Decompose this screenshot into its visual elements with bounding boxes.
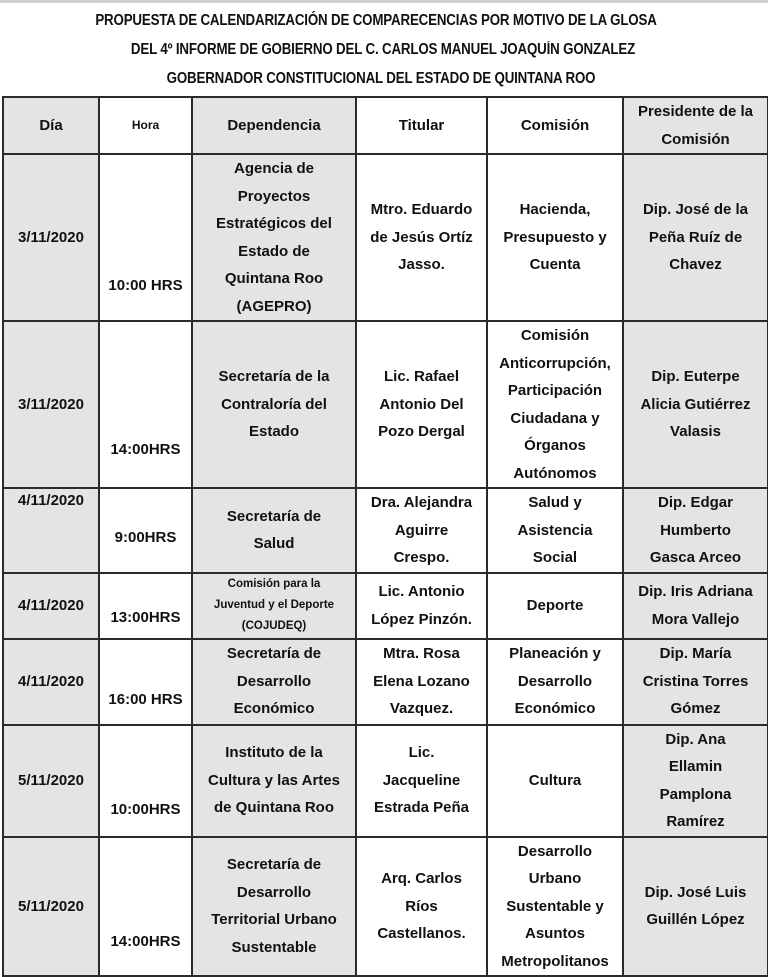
header-titular: Titular bbox=[356, 97, 487, 154]
titular-line: Elena Lozano bbox=[373, 672, 470, 690]
dia-text: 4/11/2020 bbox=[18, 672, 84, 690]
cell-hora bbox=[99, 573, 192, 639]
presidente-line: Mora Vallejo bbox=[651, 610, 740, 628]
cell-presidente bbox=[623, 573, 768, 639]
comision-line: Cultura bbox=[528, 771, 582, 789]
dia-text: 4/11/2020 bbox=[18, 596, 84, 614]
top-border-strip bbox=[0, 0, 768, 3]
comision-line: Presupuesto y bbox=[503, 228, 607, 246]
dependencia-line: Estado de bbox=[238, 242, 310, 260]
cell-titular bbox=[356, 321, 487, 488]
header-dia: Día bbox=[3, 97, 99, 154]
dependencia-line: (AGEPRO) bbox=[236, 297, 312, 315]
dependencia-line: Secretaría de bbox=[226, 507, 322, 525]
cell-titular bbox=[356, 488, 487, 573]
dependencia-line: Instituto de la bbox=[225, 744, 323, 762]
presidente-line: Pamplona bbox=[659, 785, 732, 803]
dependencia-line: Salud bbox=[253, 535, 295, 553]
presidente-line: Guillén López bbox=[646, 911, 745, 929]
cell-dia bbox=[3, 488, 99, 573]
cell-titular bbox=[356, 837, 487, 977]
comision-line: Hacienda, bbox=[519, 201, 591, 219]
dia-text: 3/11/2020 bbox=[18, 395, 84, 413]
comision-line: Órganos bbox=[524, 437, 586, 454]
titular-line: Crespo. bbox=[393, 549, 450, 566]
dependencia-line: Secretaría de la bbox=[218, 368, 330, 386]
presidente-line: Dip. Ana bbox=[665, 730, 726, 748]
titular-line: Jacqueline bbox=[382, 771, 461, 789]
presidente-line: Ellamin bbox=[668, 758, 723, 775]
dependencia-line: Sustentable bbox=[231, 938, 317, 956]
titular-line: López Pinzón. bbox=[371, 610, 472, 628]
comision-line: Asistencia bbox=[517, 521, 593, 539]
comision-line: Planeación y bbox=[509, 645, 601, 663]
dependencia-line: (COJUDEQ) bbox=[241, 620, 307, 632]
dependencia-line: Desarrollo bbox=[236, 883, 312, 901]
presidente-line: Dip. José Luis bbox=[644, 883, 747, 901]
dependencia-line: Proyectos bbox=[237, 187, 311, 205]
titular-line: Ríos bbox=[405, 897, 438, 915]
cell-presidente bbox=[623, 154, 768, 321]
cell-dependencia bbox=[192, 321, 356, 488]
cell-dependencia bbox=[192, 837, 356, 977]
hora-text: 9:00HRS bbox=[114, 528, 177, 546]
titular-line: Jasso. bbox=[398, 256, 445, 274]
comision-line: Cuenta bbox=[529, 256, 581, 274]
titular-line: Lic. Rafael bbox=[383, 368, 460, 386]
comision-line: Social bbox=[532, 549, 578, 566]
presidente-line: Dip. José de la bbox=[642, 201, 749, 219]
cell-hora bbox=[99, 488, 192, 573]
header-comision: Comisión bbox=[487, 97, 623, 154]
dia-text: 3/11/2020 bbox=[18, 228, 84, 246]
cell-presidente bbox=[623, 639, 768, 725]
dependencia-line: Juventud y el Deporte bbox=[213, 599, 335, 611]
cell-dia bbox=[3, 321, 99, 488]
header-presidente-line-2: Comisión bbox=[661, 130, 730, 148]
titular-line: Mtra. Rosa bbox=[383, 645, 460, 663]
comision-line: Salud y bbox=[528, 494, 582, 511]
table-row bbox=[3, 639, 768, 725]
comision-line: Autónomos bbox=[513, 464, 597, 482]
cell-dia bbox=[3, 837, 99, 977]
cell-hora bbox=[99, 321, 192, 488]
cell-dependencia bbox=[192, 639, 356, 725]
table-row bbox=[3, 488, 768, 573]
comision-line: Desarrollo bbox=[517, 672, 593, 690]
schedule-table bbox=[2, 96, 768, 977]
dependencia-line: Cultura y las Artes bbox=[208, 771, 340, 789]
cell-comision bbox=[487, 725, 623, 837]
dependencia-line: Quintana Roo bbox=[224, 270, 324, 287]
header-presidente-line-1: Presidente de la bbox=[637, 103, 754, 120]
document-title-line-2: DEL 4º INFORME DE GOBIERNO DEL C. CARLOS MANUEL JOAQUÍN GONZALEZ bbox=[130, 41, 636, 58]
cell-comision bbox=[487, 321, 623, 488]
presidente-line: Gasca Arceo bbox=[649, 549, 742, 566]
titular-line: Pozo Dergal bbox=[378, 423, 465, 441]
hora-text: 14:00HRS bbox=[110, 440, 181, 458]
cell-presidente bbox=[623, 725, 768, 837]
comision-line: Ciudadana y bbox=[510, 409, 600, 427]
dia-text: 5/11/2020 bbox=[18, 771, 84, 789]
cell-dependencia bbox=[192, 573, 356, 639]
table-row bbox=[3, 837, 768, 977]
table-row bbox=[3, 154, 768, 321]
presidente-line: Dip. Edgar bbox=[657, 494, 733, 511]
dependencia-line: Secretaría de bbox=[226, 856, 322, 874]
titular-line: Arq. Carlos bbox=[381, 870, 462, 887]
titular-line: de Jesús Ortíz bbox=[370, 228, 473, 246]
table-row bbox=[3, 725, 768, 837]
cell-dependencia bbox=[192, 725, 356, 837]
presidente-line: Peña Ruíz de bbox=[648, 228, 743, 246]
document-title-line-1: PROPUESTA DE CALENDARIZACIÓN DE COMPARECENCIAS POR MOTIVO DE LA GLOSA bbox=[95, 12, 657, 29]
cell-dependencia bbox=[192, 154, 356, 321]
cell-titular bbox=[356, 154, 487, 321]
dependencia-line: Comisión para la bbox=[227, 578, 321, 590]
cell-comision bbox=[487, 639, 623, 725]
presidente-line: Alicia Gutiérrez bbox=[640, 395, 751, 413]
presidente-line: Chavez bbox=[669, 256, 722, 274]
comision-line: Deporte bbox=[526, 596, 584, 614]
cell-dependencia bbox=[192, 488, 356, 573]
cell-dia bbox=[3, 725, 99, 837]
table-row bbox=[3, 573, 768, 639]
hora-text: 10:00HRS bbox=[110, 800, 181, 818]
comision-line: Desarrollo bbox=[517, 842, 593, 860]
titular-line: Lic. Antonio bbox=[378, 583, 465, 600]
comision-line: Anticorrupción, bbox=[499, 354, 611, 372]
header-hora: Hora bbox=[99, 97, 192, 154]
comision-line: Metropolitanos bbox=[501, 952, 609, 970]
cell-comision bbox=[487, 573, 623, 639]
dependencia-line: Secretaría de bbox=[226, 645, 322, 663]
dependencia-line: Contraloría del bbox=[221, 395, 327, 413]
cell-titular bbox=[356, 573, 487, 639]
titular-line: Estrada Peña bbox=[373, 799, 470, 817]
cell-hora bbox=[99, 154, 192, 321]
hora-text: 13:00HRS bbox=[110, 608, 181, 626]
presidente-line: Dip. Iris Adriana bbox=[638, 583, 753, 600]
titular-line: Mtro. Eduardo bbox=[370, 201, 473, 219]
cell-comision bbox=[487, 154, 623, 321]
comision-line: Económico bbox=[514, 700, 596, 718]
hora-text: 16:00 HRS bbox=[108, 690, 183, 708]
dependencia-line: Territorial Urbano bbox=[211, 911, 337, 929]
titular-line: Lic. bbox=[408, 744, 435, 762]
table-header-row bbox=[3, 97, 768, 154]
presidente-line: Ramírez bbox=[666, 813, 725, 830]
cell-titular bbox=[356, 639, 487, 725]
cell-comision bbox=[487, 488, 623, 573]
dependencia-line: Estratégicos del bbox=[216, 215, 332, 232]
titular-line: Aguirre bbox=[394, 521, 449, 539]
document-title-line-3: GOBERNADOR CONSTITUCIONAL DEL ESTADO DE QUINTANA ROO bbox=[166, 70, 596, 87]
cell-comision bbox=[487, 837, 623, 977]
cell-hora bbox=[99, 639, 192, 725]
cell-dia bbox=[3, 573, 99, 639]
presidente-line: Dip. María bbox=[659, 645, 732, 663]
dia-text: 4/11/2020 bbox=[18, 492, 84, 509]
dependencia-line: Estado bbox=[248, 423, 299, 441]
cell-presidente bbox=[623, 321, 768, 488]
presidente-line: Dip. Euterpe bbox=[651, 368, 740, 386]
dependencia-line: Económico bbox=[233, 700, 315, 718]
presidente-line: Cristina Torres bbox=[642, 672, 749, 690]
comision-line: Asuntos bbox=[525, 925, 585, 942]
presidente-line: Gómez bbox=[670, 700, 721, 718]
cell-hora bbox=[99, 725, 192, 837]
comision-line: Participación bbox=[507, 382, 603, 399]
table-row bbox=[3, 321, 768, 488]
hora-text: 10:00 HRS bbox=[108, 276, 183, 294]
comision-line: Comisión bbox=[520, 327, 590, 344]
cell-presidente bbox=[623, 488, 768, 573]
cell-titular bbox=[356, 725, 487, 837]
header-presidente bbox=[623, 97, 768, 154]
presidente-line: Humberto bbox=[660, 521, 731, 539]
cell-hora bbox=[99, 837, 192, 977]
comision-line: Urbano bbox=[528, 870, 582, 887]
dia-text: 5/11/2020 bbox=[18, 897, 84, 915]
titular-line: Vazquez. bbox=[389, 700, 454, 718]
cell-dia bbox=[3, 154, 99, 321]
dependencia-line: Agencia de bbox=[233, 160, 315, 177]
cell-presidente bbox=[623, 837, 768, 977]
dependencia-line: Desarrollo bbox=[236, 672, 312, 690]
titular-line: Antonio Del bbox=[379, 395, 464, 413]
header-dependencia: Dependencia bbox=[192, 97, 356, 154]
titular-line: Dra. Alejandra bbox=[370, 494, 473, 511]
titular-line: Castellanos. bbox=[377, 925, 466, 942]
cell-dia bbox=[3, 639, 99, 725]
presidente-line: Valasis bbox=[670, 423, 721, 441]
comision-line: Sustentable y bbox=[506, 897, 604, 915]
hora-text: 14:00HRS bbox=[110, 932, 181, 950]
dependencia-line: de Quintana Roo bbox=[214, 799, 334, 817]
